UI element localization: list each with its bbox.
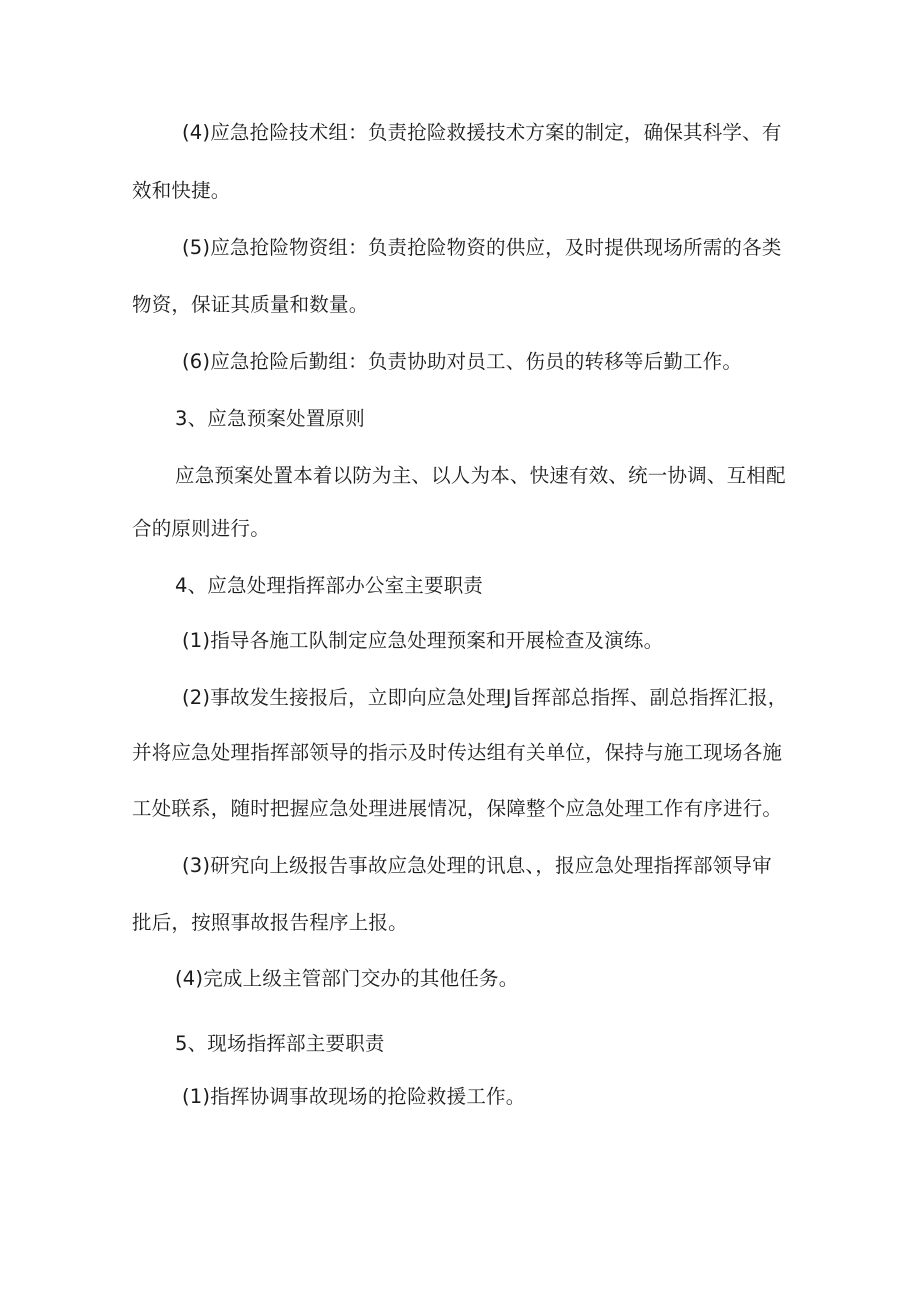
paragraph-line: (1)指导各施工队制定应急处理预案和开展检查及演练。 [182,629,664,652]
paragraph-line: 合的原则进行。 [132,517,270,540]
paragraph-line: 批后，按照事故报告程序上报。 [132,911,408,934]
paragraph-line: (4)完成上级主管部门交办的其他任务。 [175,967,519,990]
paragraph-line: 并将应急处理指挥部领导的指示及时传达组有关单位，保持与施工现场各施 [132,741,783,764]
paragraph-line: 应急预案处置本着以防为主、以人为本、快速有效、统一协调、互相配 [175,464,786,487]
paragraph-line: (5)应急抢险物资组：负责抢险物资的供应，及时提供现场所需的各类 [182,236,782,259]
section-heading: 3、应急预案处置原则 [175,407,365,430]
paragraph-line: (6)应急抢险后勤组：负责协助对员工、伤员的转移等后勤工作。 [182,350,743,373]
paragraph-line: 工处联系，随时把握应急处理进展情况，保障整个应急处理工作有序进行。 [132,797,783,820]
paragraph-line: 物资，保证其质量和数量。 [132,293,369,316]
paragraph-line: (3)研究向上级报告事故应急处理的讯息、，报应急处理指挥部领导审 [182,854,772,877]
paragraph-line: (1)指挥协调事故现场的抢险救援工作。 [182,1085,526,1108]
paragraph-line: (4)应急抢险技术组：负责抢险救援技术方案的制定，确保其科学、有 [182,121,782,144]
section-heading: 4、应急处理指挥部办公室主要职责 [175,574,484,597]
section-heading: 5、现场指挥部主要职责 [175,1032,385,1055]
paragraph-line: (2)事故发生接报后，立即向应急处理J旨挥部总指挥、副总指挥汇报， [182,686,788,709]
paragraph-line: 效和快捷。 [132,179,231,202]
